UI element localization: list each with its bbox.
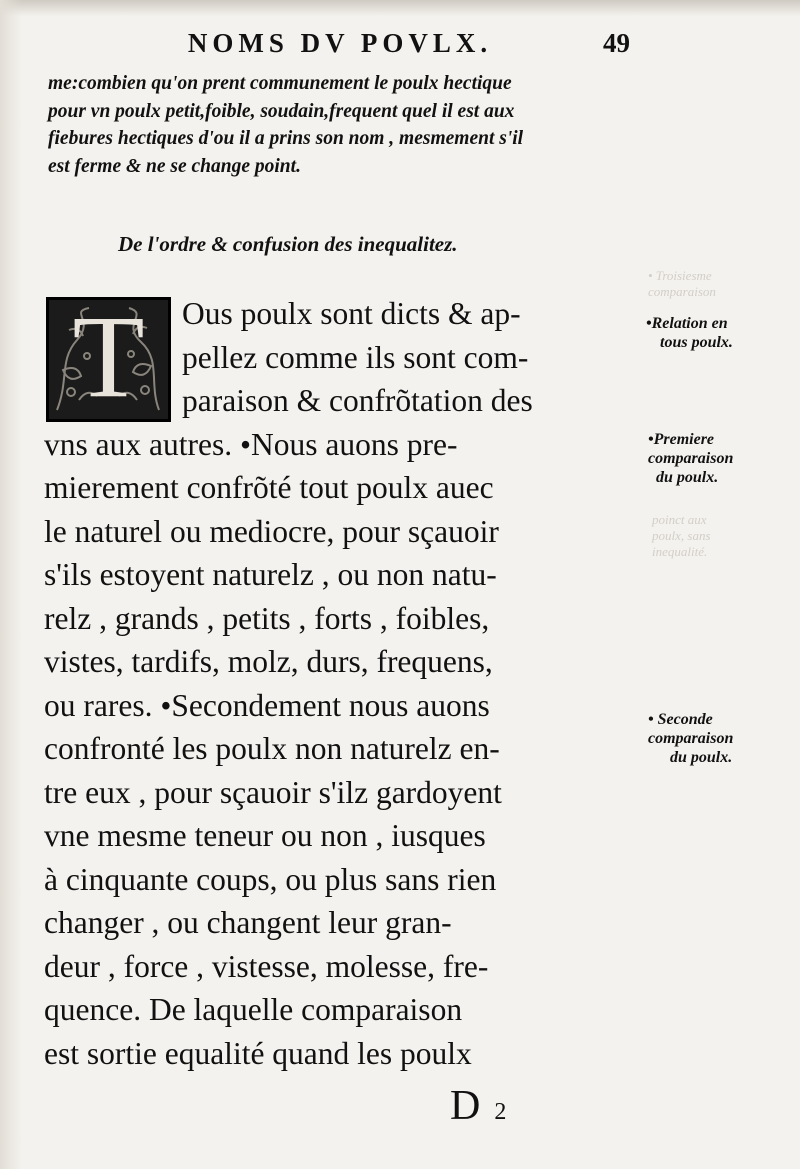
ghost-line: poinct aux [652,512,707,527]
text-line: est sortie equalité quand les poulx [44,1035,472,1071]
text-line: Ous poulx sont dicts & ap- [182,296,521,331]
marginal-line: comparaison [648,450,734,467]
italic-line: fiebures hectiques d'ou il a prins son nom , mesmement s'il [48,128,524,149]
signature-letter: D [450,1083,481,1129]
ghost-line: comparaison [648,284,716,299]
show-through-note [648,268,716,300]
text-line: s'ils estoyent naturelz , ou non natu- [44,557,497,592]
signature-number: 2 [494,1099,507,1125]
drop-cap-letter: T [72,291,145,422]
show-through-note [652,512,711,560]
marginal-note-relation [646,314,733,352]
ghost-line: poulx, sans [652,528,711,543]
text-line: pellez comme ils sont com- [182,339,529,375]
marginal-line: • Seconde [648,711,713,728]
text-line: changer , ou changent leur gran- [44,905,452,940]
italic-paragraph [48,70,646,180]
text-line: mierement confrõté tout poulx auec [44,470,494,505]
text-line: relz , grands , petits , forts , foibles, [44,600,490,636]
text-line: vne mesme teneur ou non , iusques [44,818,486,853]
marginal-line: •Relation en [646,315,728,332]
page-gutter-shadow [0,0,22,1169]
text-line: tre eux , pour sçauoir s'ilz gardoyent [44,774,502,810]
marginal-line: •Premiere [648,431,715,448]
marginal-note-premiere [648,430,733,487]
page-top-edge [0,0,800,16]
main-text-block [44,292,644,1075]
marginal-note-seconde [648,710,733,767]
marginal-line: du poulx. [670,749,733,766]
running-title: NOMS DV POVLX. [187,28,493,58]
text-line: le naturel ou mediocre, pour sçauoir [44,513,499,549]
text-line: deur , force , vistesse, molesse, fre- [44,948,489,984]
italic-line: me:combien qu'on prent communement le poulx hectique [48,73,512,94]
section-subheading: De l'ordre & confusion des inequalitez. [118,232,458,256]
italic-line: pour vn poulx petit,foible, soudain,frequent quel il est aux [48,100,515,122]
page-number: 49 [603,28,630,58]
marginal-line: comparaison [648,730,734,747]
marginal-line: tous poulx. [660,334,733,351]
text-line: vistes, tardifs, molz, durs, frequens, [44,644,493,679]
ghost-line: inequalité. [652,544,708,559]
text-line: quence. De laquelle comparaison [44,992,463,1027]
text-line: paraison & confrõtation des [182,383,533,418]
italic-line: est ferme & ne se change point. [48,155,301,177]
text-line: vns aux autres. •Nous auons pre- [44,426,458,462]
signature-mark [450,1082,506,1130]
text-line: ou rares. •Secondement nous auons [44,687,490,723]
text-line: à cinquante coups, ou plus sans rien [44,861,497,897]
marginal-line: du poulx. [656,469,719,486]
text-line: confronté les poulx non naturelz en- [44,731,500,766]
ghost-line: • Troisiesme [648,268,712,283]
